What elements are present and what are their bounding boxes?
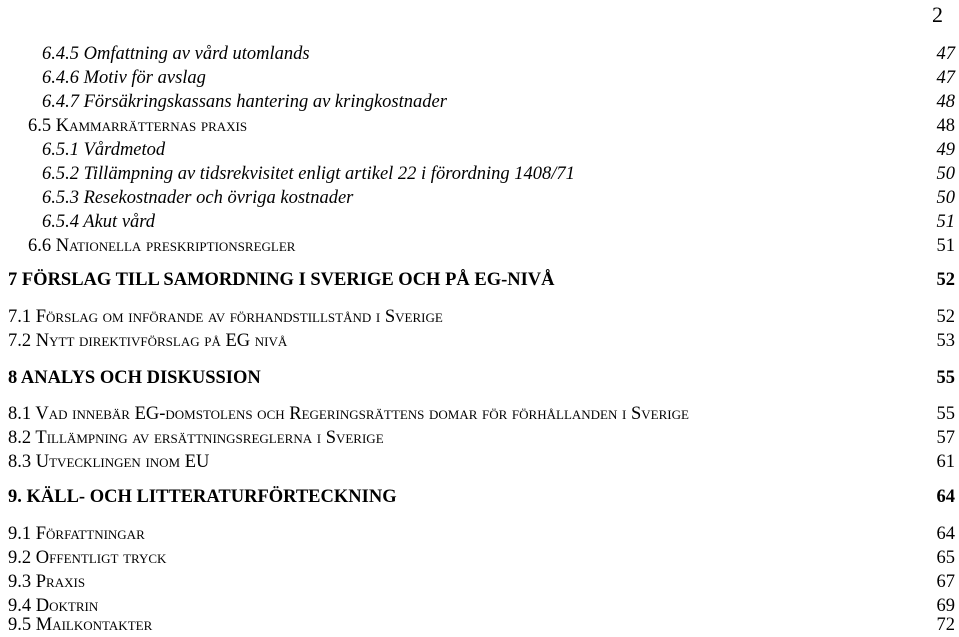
toc-entry-page: 49 [936, 140, 955, 160]
toc-entry-page: 55 [936, 404, 955, 424]
toc-entry-label: 6.5 Kammarrätternas praxis [28, 116, 248, 136]
toc-entry[interactable] [0, 570, 959, 594]
toc-entry[interactable] [0, 138, 959, 162]
toc-entry-page: 67 [936, 572, 955, 592]
toc-entry-label: 6.5.1 Vårdmetod [42, 140, 166, 160]
toc-entry[interactable] [0, 114, 959, 138]
toc-entry-page: 51 [936, 236, 955, 256]
toc-entry-label: 6.5.2 Tillämpning av tidsrekvisitet enligt artikel 22 i förordning 1408/71 [42, 164, 575, 184]
toc-entry[interactable] [0, 234, 959, 258]
toc-entry[interactable] [0, 613, 959, 637]
toc-entry-label: 6.5.3 Resekostnader och övriga kostnader [42, 188, 354, 208]
toc-entry-label: 7.1 Förslag om införande av förhandstillstånd i Sverige [8, 307, 443, 327]
toc-entry-label: 7.2 Nytt direktivförslag på EG nivå [8, 331, 288, 351]
toc-entry-page: 64 [936, 524, 955, 544]
toc-entry-page: 72 [936, 615, 955, 635]
toc-entry[interactable] [0, 546, 959, 570]
toc-entry-page: 50 [936, 188, 955, 208]
toc-entry-page: 55 [936, 368, 955, 388]
toc-entry-label: 9.1 Författningar [8, 524, 145, 544]
toc-entry[interactable] [0, 42, 959, 66]
toc-entry-label: 9.2 Offentligt tryck [8, 548, 167, 568]
toc-entry-page: 50 [936, 164, 955, 184]
toc-entry[interactable] [0, 402, 959, 426]
toc-entry[interactable] [0, 522, 959, 546]
toc-entry-page: 52 [936, 270, 955, 290]
toc-entry-label: 9.3 Praxis [8, 572, 86, 592]
toc-entry[interactable] [0, 305, 959, 329]
toc-entry-label: 6.5.4 Akut vård [42, 212, 156, 232]
toc-entry-label: 8.1 Vad innebär EG-domstolens och Regeringsrättens domar för förhållanden i Sverige [8, 404, 689, 424]
toc-entry-page: 69 [936, 596, 955, 616]
toc-entry-label: 6.4.7 Försäkringskassans hantering av kringkostnader [42, 92, 447, 112]
toc-entry-label: 9.4 Doktrin [8, 596, 99, 616]
toc-entry-page: 48 [936, 116, 955, 136]
toc-entry[interactable] [0, 162, 959, 186]
toc-entry-label: 9.5 Mailkontakter [8, 615, 153, 635]
toc-entry-page: 51 [936, 212, 955, 232]
toc-entry-page: 47 [936, 68, 955, 88]
toc-entry-page: 65 [936, 548, 955, 568]
toc-entry-page: 48 [936, 92, 955, 112]
toc-entry[interactable] [0, 66, 959, 90]
toc-entry-page: 52 [936, 307, 955, 327]
toc-entry-label: 6.6 Nationella preskriptionsregler [28, 236, 296, 256]
toc-entry[interactable] [0, 90, 959, 114]
toc-entry-page: 61 [936, 452, 955, 472]
page-number: 2 [932, 2, 943, 27]
toc-entry[interactable] [0, 366, 959, 390]
toc-entry[interactable] [0, 485, 959, 509]
toc-entry-label: 8.3 Utvecklingen inom EU [8, 452, 210, 472]
toc-entry-page: 47 [936, 44, 955, 64]
toc-entry[interactable] [0, 450, 959, 474]
toc-entry[interactable] [0, 210, 959, 234]
toc-entry-page: 64 [936, 487, 955, 507]
toc-entry-label: 6.4.6 Motiv för avslag [42, 68, 206, 88]
toc-entry[interactable] [0, 426, 959, 450]
toc-entry-label: 8.2 Tillämpning av ersättningsreglerna i Sverige [8, 428, 384, 448]
toc-entry-label: 6.4.5 Omfattning av vård utomlands [42, 44, 310, 64]
toc-entry-label: 9. KÄLL- OCH LITTERATURFÖRTECKNING [8, 487, 397, 507]
toc-entry[interactable] [0, 186, 959, 210]
toc-entry-label: 8 ANALYS OCH DISKUSSION [8, 368, 261, 388]
toc-entry-page: 57 [936, 428, 955, 448]
toc-entry-label: 7 FÖRSLAG TILL SAMORDNING I SVERIGE OCH PÅ EG-NIVÅ [8, 270, 555, 290]
toc-entry[interactable] [0, 268, 959, 292]
toc-entry-page: 53 [936, 331, 955, 351]
toc-entry[interactable] [0, 329, 959, 353]
